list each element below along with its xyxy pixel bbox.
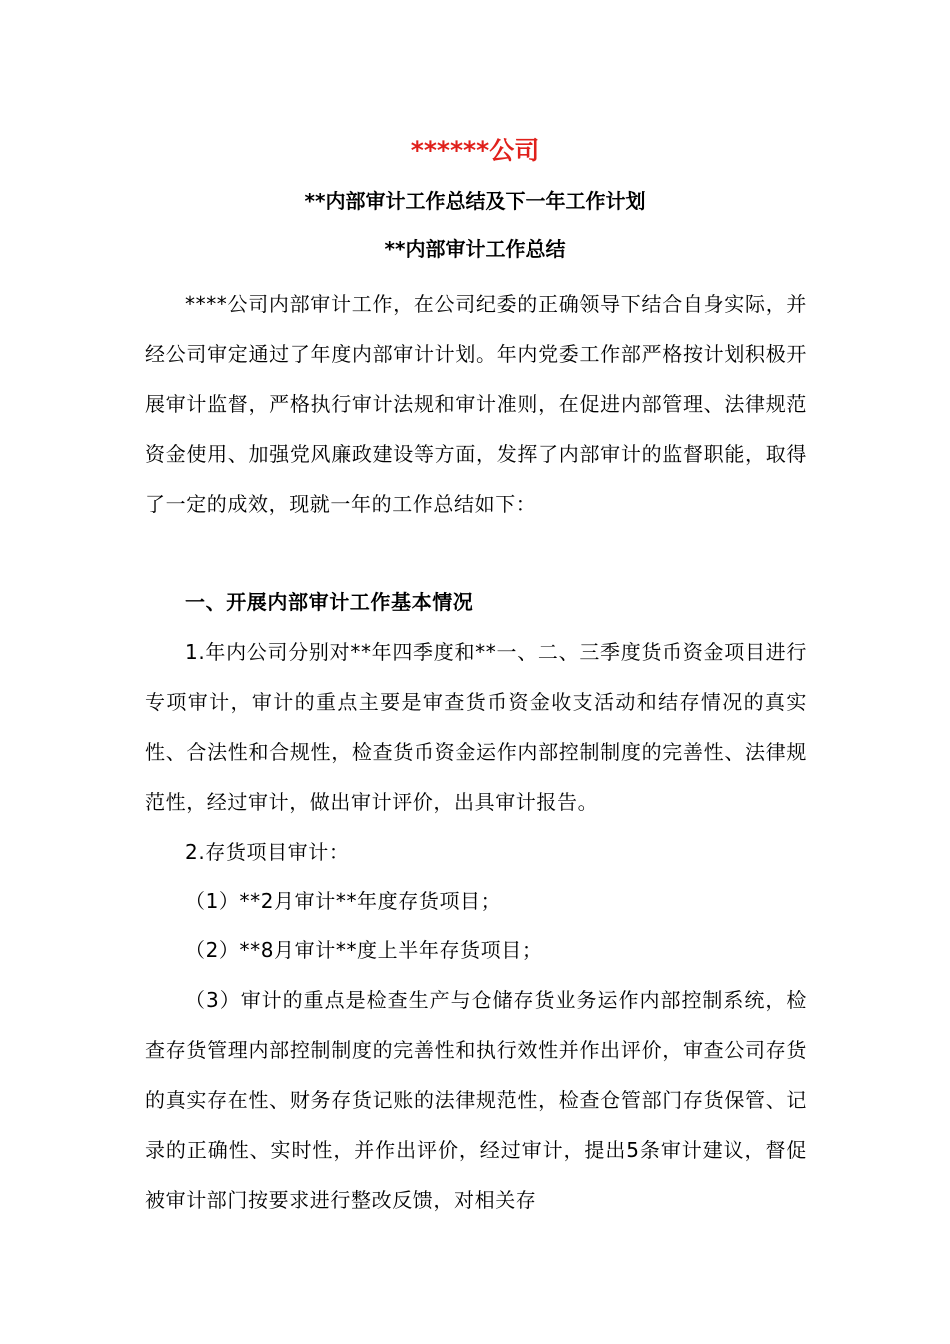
item2-3-paragraph: （3）审计的重点是检查生产与仓储存货业务运作内部控制系统，检查存货管理内部控制制度的完善性和执行效性并作出评价，审查公司存货的真实存在性、财务存货记账的法律规范性，检查仓管部门存货保管、记录的正确性、实时性，并作出评价，经过审计，提出5条审计建议，督促被审计部门按要求进行整改反馈，对相关存 <box>145 988 807 1212</box>
item2-block <box>145 827 807 877</box>
report-title: **内部审计工作总结及下一年工作计划 <box>304 189 646 213</box>
intro-paragraph-block <box>145 279 807 529</box>
item2-2-paragraph: （2）**8月审计**度上半年存货项目； <box>185 938 543 962</box>
company-title: ******公司 <box>410 136 540 165</box>
item1-paragraph: 1.年内公司分别对**年四季度和**一、二、三季度货币资金项目进行专项审计，审计的重点主要是审查货币资金收支活动和结存情况的真实性、合法性和合规性，检查货币资金运作内部控制制度的完善性、法律规范性，经过审计，做出审计评价，出具审计报告。 <box>145 640 807 814</box>
item2-1-block <box>145 876 807 926</box>
summary-title: **内部审计工作总结 <box>384 237 566 261</box>
intro-paragraph: ****公司内部审计工作，在公司纪委的正确领导下结合自身实际，并经公司审定通过了年度内部审计计划。年内党委工作部严格按计划积极开展审计监督，严格执行审计法规和审计准则，在促进内部管理、法律规范资金使用、加强党风廉政建设等方面，发挥了内部审计的监督职能，取得了一定的成效，现就一年的工作总结如下： <box>145 292 807 516</box>
item2-2-block <box>145 925 807 975</box>
item1-block <box>145 627 807 827</box>
item2-3-block <box>145 975 807 1225</box>
item2-paragraph: 2.存货项目审计： <box>185 840 350 864</box>
section1-heading-block <box>145 577 807 627</box>
section-heading: 一、开展内部审计工作基本情况 <box>185 590 474 614</box>
item2-1-paragraph: （1）**2月审计**年度存货项目； <box>185 889 502 913</box>
